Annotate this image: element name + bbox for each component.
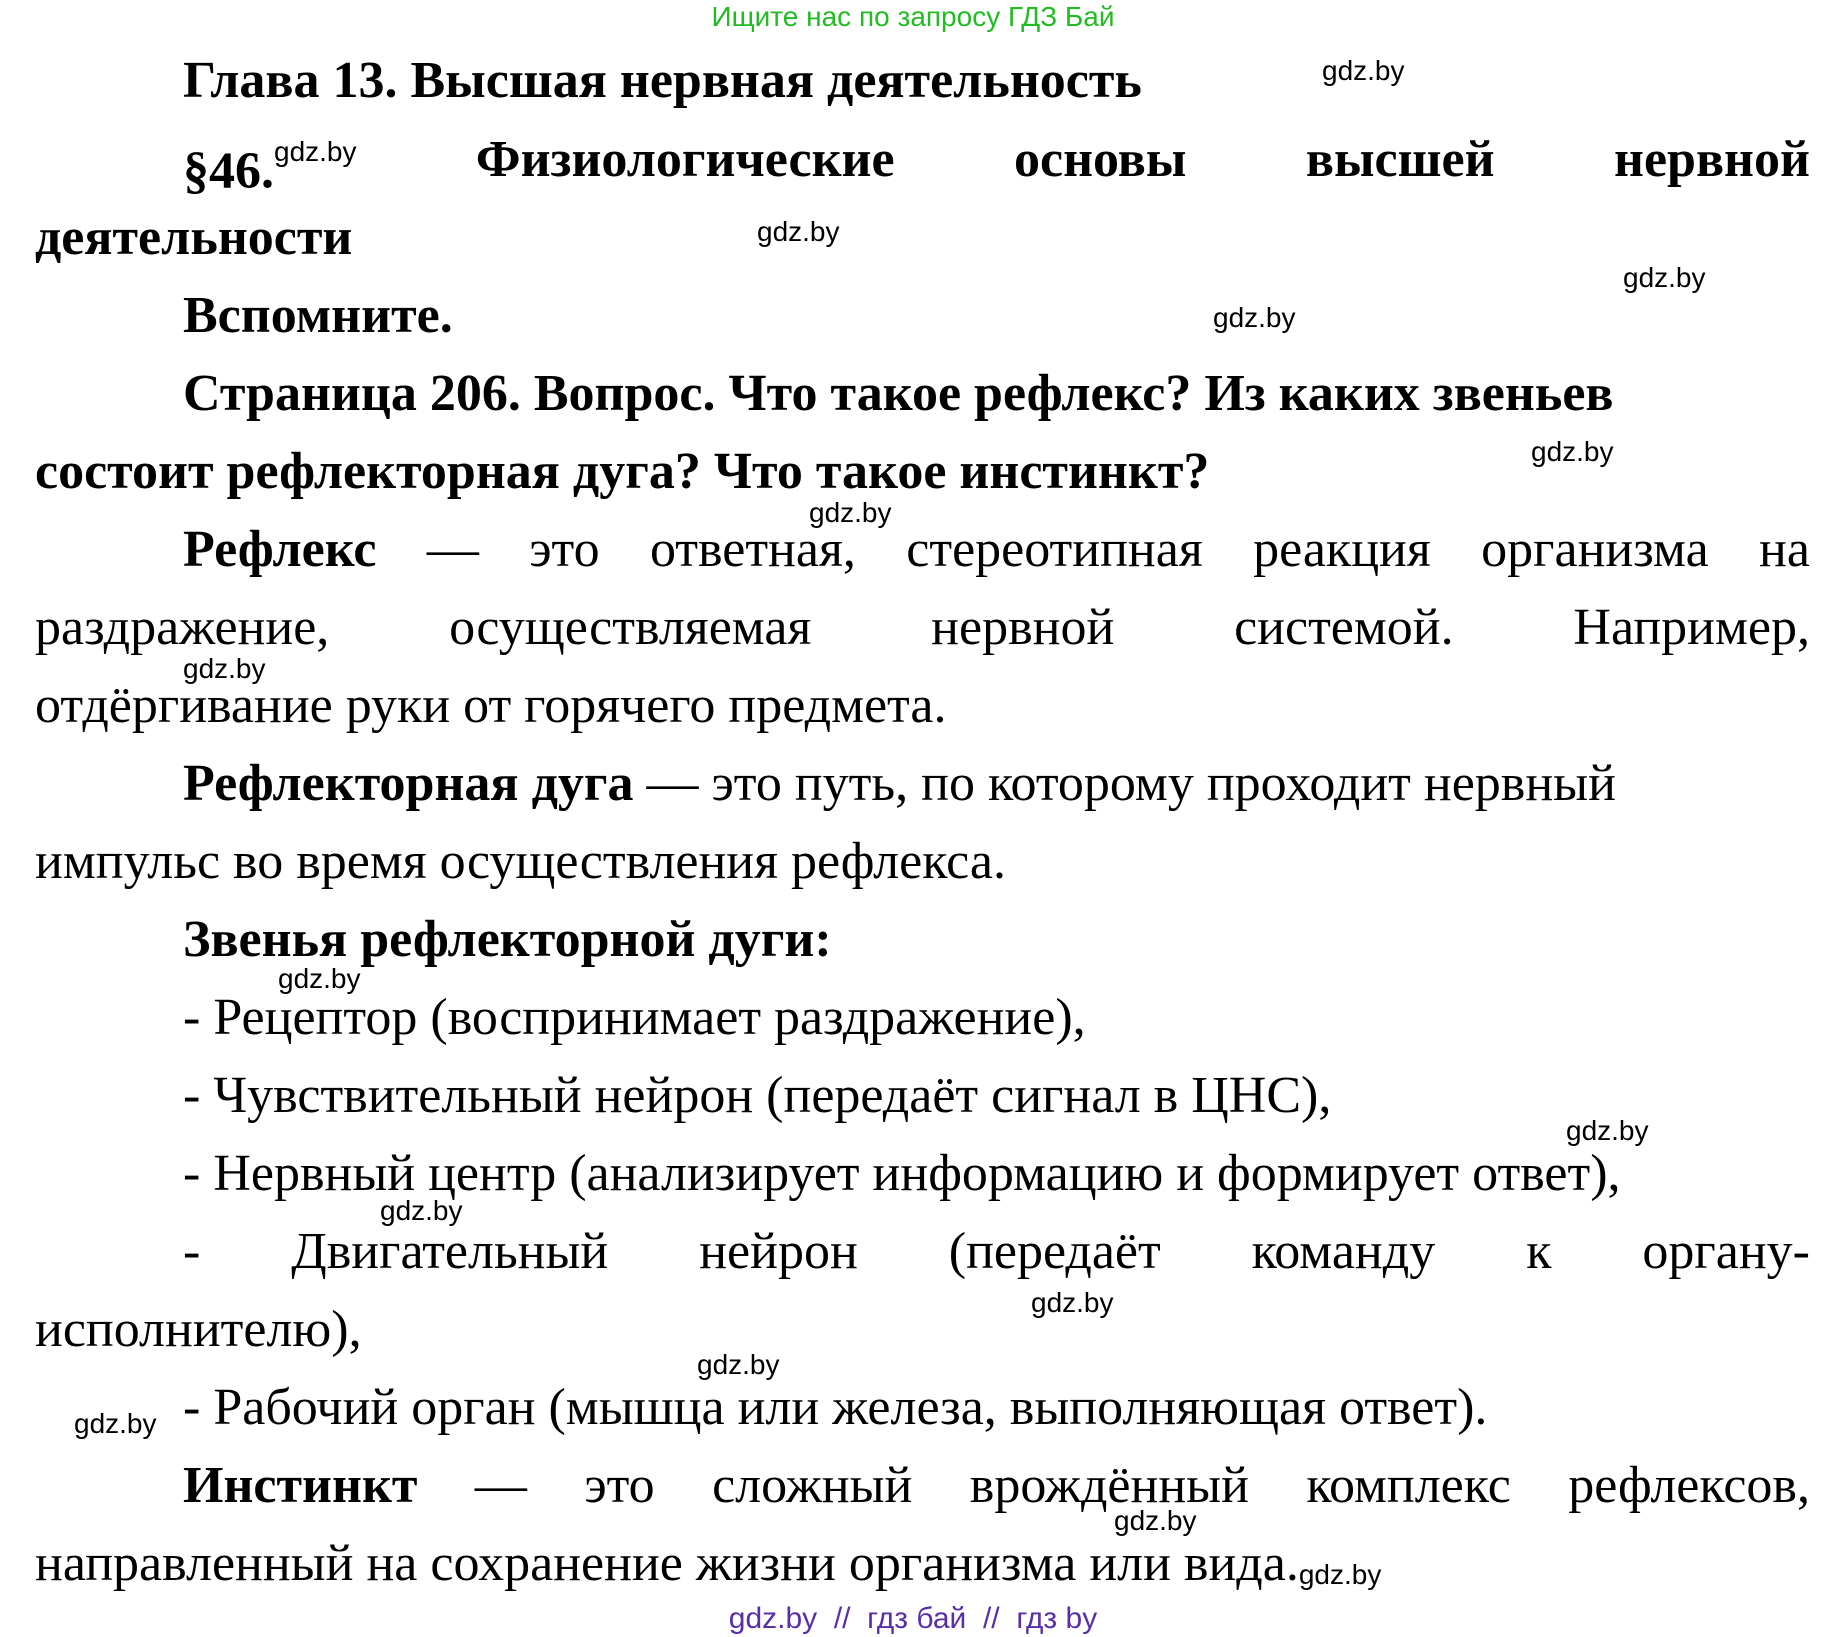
- watermark: gdz.by: [1114, 1505, 1197, 1536]
- word: команду: [1251, 1223, 1436, 1280]
- watermark: gdz.by: [380, 1195, 463, 1226]
- word: нервной: [931, 599, 1115, 656]
- title-word: Физиологические: [475, 131, 895, 188]
- watermark: gdz.by: [1566, 1115, 1649, 1146]
- links-title: Звенья рефлекторной дуги:: [183, 911, 832, 968]
- word: рефлексов,: [1568, 1457, 1810, 1514]
- word: осуществляемая: [449, 599, 812, 656]
- list-item: - Чувствительный нейрон (передаёт сигнал в ЦНС),: [183, 1067, 1332, 1124]
- word: органу-: [1642, 1223, 1810, 1280]
- word: к: [1526, 1223, 1552, 1280]
- list-item: - Рабочий орган (мышца или железа, выполняющая ответ).: [183, 1379, 1488, 1436]
- word: Например,: [1573, 599, 1810, 656]
- list-item: - Нервный центр (анализирует информацию и формирует ответ),: [183, 1145, 1621, 1202]
- word: это: [584, 1457, 655, 1514]
- question-line-1: Страница 206. Вопрос. Что такое рефлекс? Из каких звеньев: [183, 365, 1614, 422]
- list-item-cont: исполнителю),: [35, 1301, 362, 1358]
- word: врождённый: [969, 1457, 1249, 1514]
- paragraph-number: §46.$^{gdz.by}$: [183, 136, 357, 200]
- arc-line-2: импульс во время осуществления рефлекса.: [35, 833, 1006, 890]
- list-item: - Рецептор (воспринимает раздражение),: [183, 989, 1086, 1046]
- arc-term: Рефлекторная дуга: [183, 755, 634, 812]
- word: —: [426, 521, 479, 578]
- watermark: gdz.by: [809, 497, 892, 528]
- chapter-title: Глава 13. Высшая нервная деятельность: [183, 52, 1142, 109]
- instinct-line-1: [183, 1447, 1810, 1525]
- word: нейрон: [699, 1223, 858, 1280]
- instinct-term: Инстинкт: [183, 1457, 418, 1514]
- reflex-line-2: [35, 589, 1810, 667]
- word: реакция: [1253, 521, 1431, 578]
- arc-definition: — это путь, по которому проходит нервный: [646, 755, 1616, 812]
- watermark: gdz.by: [1298, 1559, 1382, 1590]
- question-line-2: состоит рефлекторная дуга? Что такое инстинкт?: [35, 443, 1210, 500]
- watermark: gdz.by: [274, 136, 357, 167]
- title-word: высшей: [1305, 131, 1495, 188]
- word: стереотипная: [906, 521, 1203, 578]
- title-word: нервной: [1614, 131, 1810, 188]
- word: -: [183, 1223, 201, 1280]
- remember-heading: Вспомните.: [183, 287, 453, 344]
- word: ответная,: [649, 521, 856, 578]
- word: на: [1759, 521, 1810, 578]
- watermark: gdz.by: [183, 653, 266, 684]
- word: организма: [1481, 521, 1709, 578]
- top-banner: Ищите нас по запросу ГДЗ Бай: [711, 1, 1115, 32]
- watermark: gdz.by: [697, 1349, 780, 1380]
- word: раздражение,: [35, 599, 330, 656]
- watermark: gdz.by: [1623, 262, 1706, 293]
- watermark: gdz.by: [1531, 436, 1614, 467]
- instinct-line-2: направленный на сохранение жизни организма или вида.gdz.by: [35, 1535, 1382, 1592]
- word: системой.: [1234, 599, 1454, 656]
- arc-line-1: [183, 745, 1810, 823]
- paragraph-title: [183, 121, 1810, 199]
- watermark: gdz.by: [757, 216, 840, 247]
- reflex-line-3: отдёргивание руки от горячего предмета.: [35, 677, 947, 734]
- reflex-line-1: [183, 511, 1810, 589]
- watermark: gdz.by: [74, 1408, 157, 1439]
- word: это: [529, 521, 600, 578]
- watermark: gdz.by: [278, 963, 361, 994]
- watermark: gdz.by: [1213, 302, 1296, 333]
- watermark: gdz.by: [1322, 55, 1405, 86]
- title-word: основы: [1014, 131, 1187, 188]
- word: сложный: [712, 1457, 913, 1514]
- paragraph-title-cont: деятельности: [35, 209, 353, 266]
- word: (передаёт: [948, 1223, 1161, 1280]
- footer-links: gdz.by // гдз бай // гдз by: [728, 1602, 1098, 1635]
- word: Двигательный: [291, 1223, 609, 1280]
- word: комплекс: [1306, 1457, 1511, 1514]
- watermark: gdz.by: [1031, 1287, 1114, 1318]
- reflex-term: Рефлекс: [183, 521, 377, 578]
- word: —: [474, 1457, 527, 1514]
